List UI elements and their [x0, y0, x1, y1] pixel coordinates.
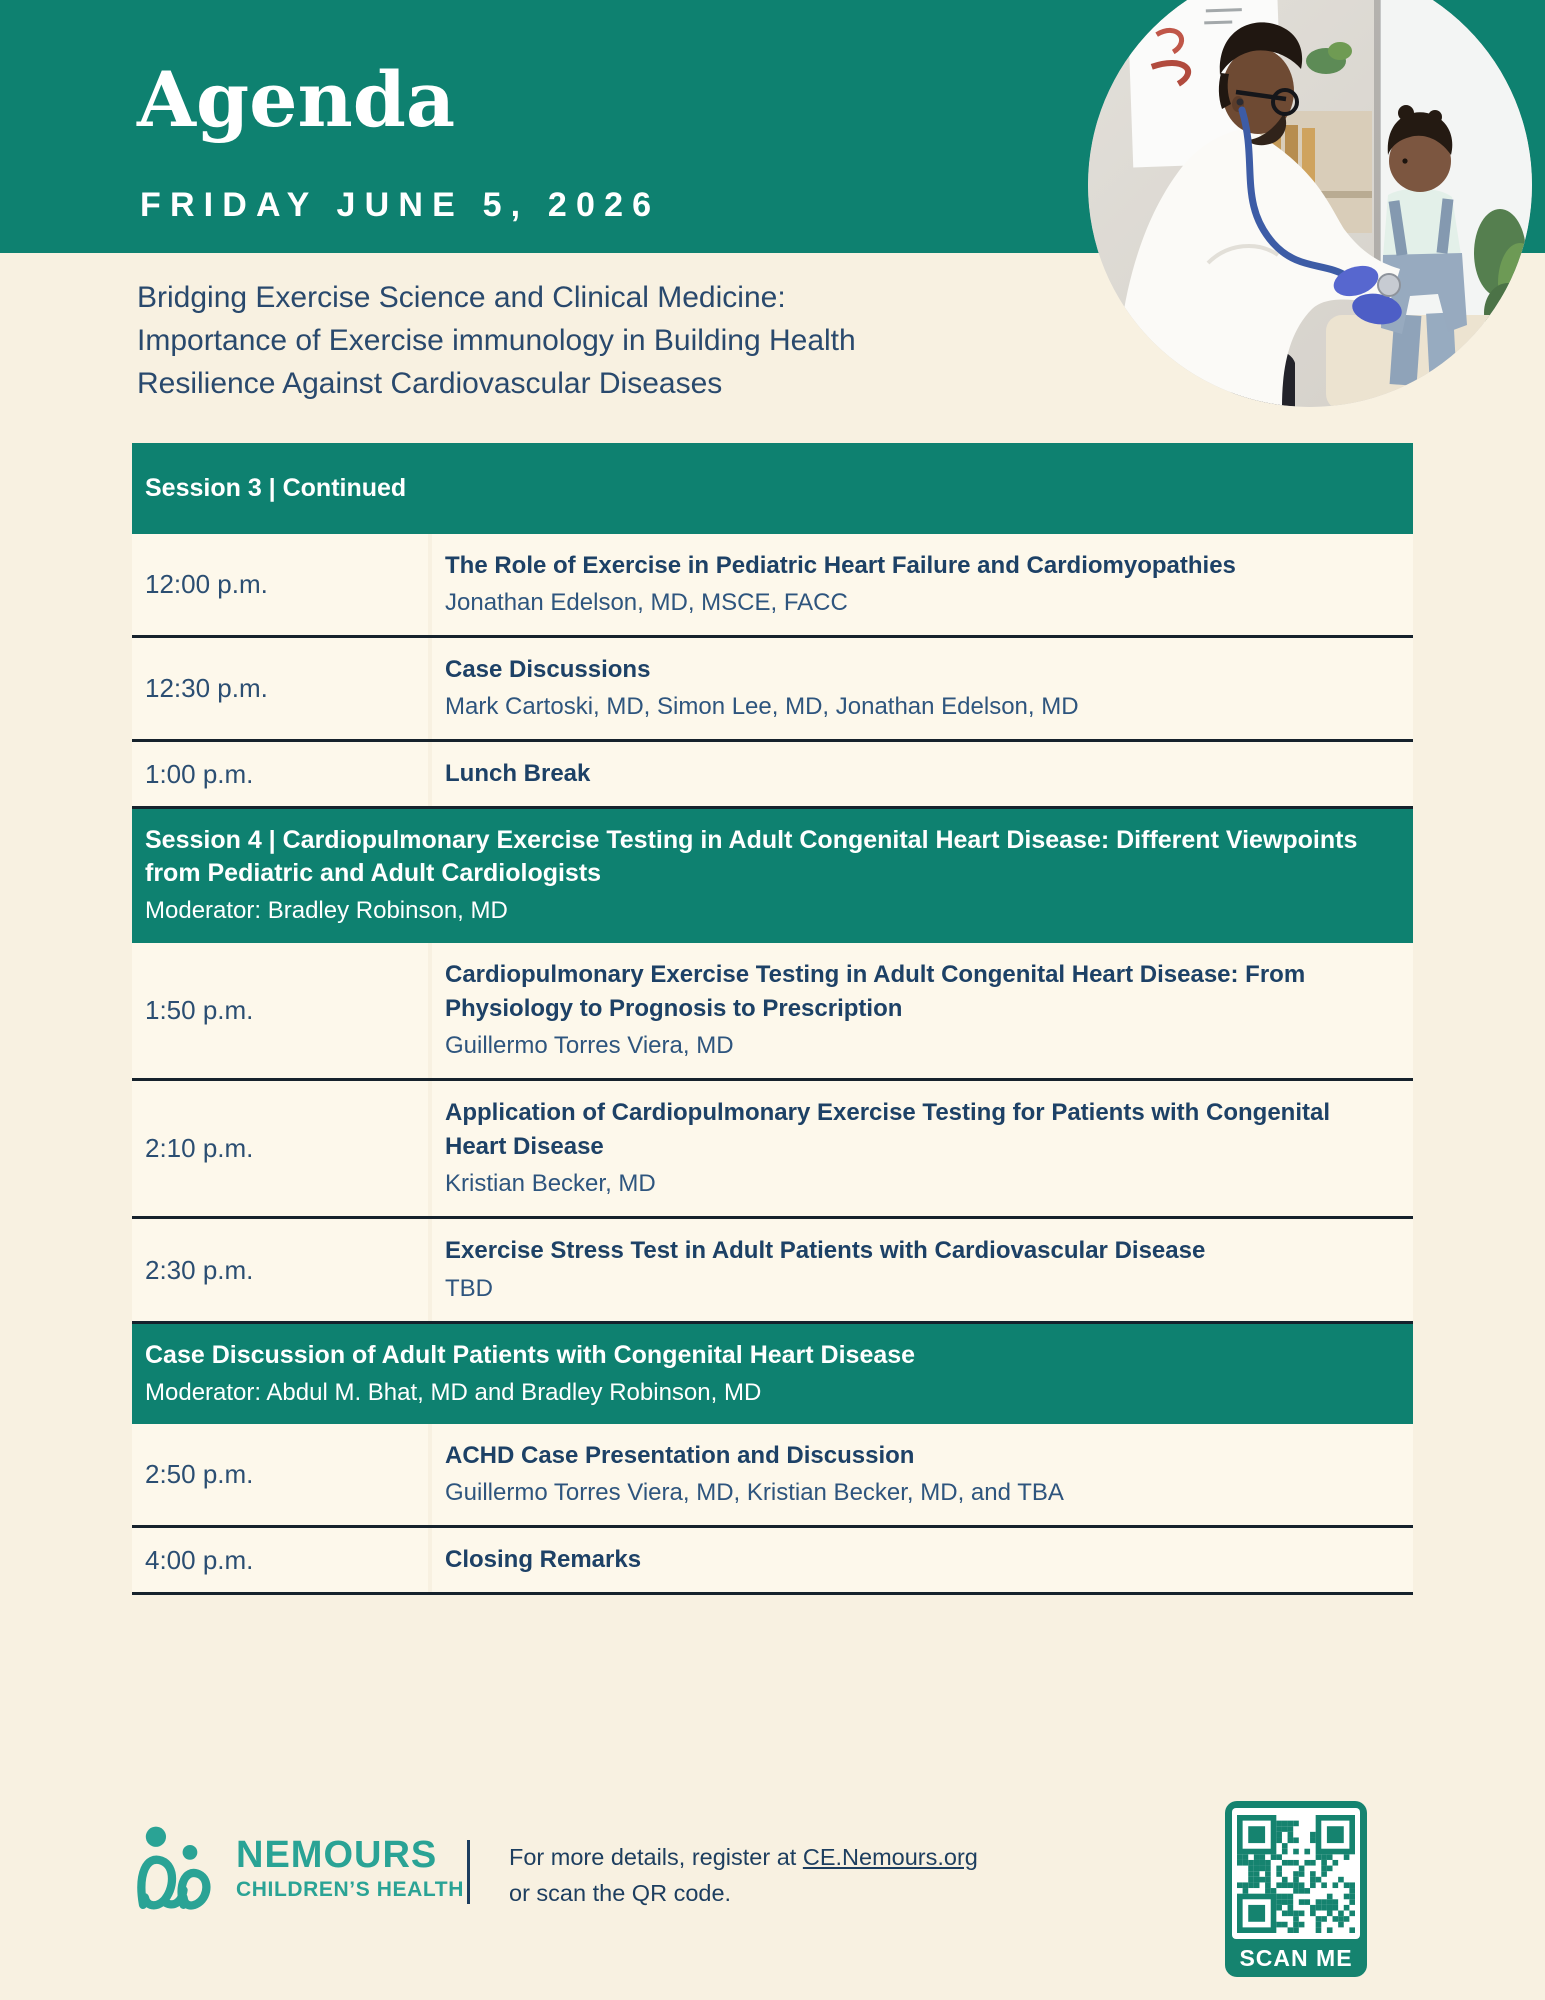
agenda-row-content [432, 742, 1413, 806]
footer-note-prefix: For more details, register at [509, 1844, 803, 1870]
agenda-row [132, 1424, 1413, 1528]
session-band-title: Session 3 | Continued [145, 474, 407, 502]
agenda-row-speakers: Kristian Becker, MD [445, 1170, 656, 1198]
session-band-moderator: Moderator: Bradley Robinson, MD [145, 897, 508, 925]
qr-code-card [1225, 1801, 1367, 1977]
session-band-moderator: Moderator: Abdul M. Bhat, MD and Bradley Robinson, MD [145, 1378, 762, 1406]
nemours-wordmark [236, 1836, 464, 1900]
session-band-title: Case Discussion of Adult Patients with Congenital Heart Disease [145, 1340, 916, 1369]
agenda-row [132, 1081, 1413, 1219]
agenda-row-title: Case Discussions [445, 656, 651, 684]
nemours-logo [132, 1822, 464, 1914]
event-subtitle-line: Resilience Against Cardiovascular Diseases [137, 367, 723, 401]
hero-photo-illustration [1088, 0, 1532, 407]
qr-code-pattern [1237, 1815, 1355, 1933]
agenda-row [132, 742, 1413, 809]
nemours-logo-mark-icon [132, 1822, 224, 1914]
agenda-row-speakers: Mark Cartoski, MD, Simon Lee, MD, Jonathan Edelson, MD [445, 693, 1079, 721]
agenda-row-title: Lunch Break [445, 760, 591, 788]
agenda-row-title: Application of Cardiopulmonary Exercise Testing for Patients with Congenital Heart Disease [445, 1099, 1330, 1161]
agenda-row-speakers: Guillermo Torres Viera, MD, Kristian Becker, MD, and TBA [445, 1479, 1064, 1507]
session-band [132, 1324, 1413, 1425]
agenda-row [132, 1528, 1413, 1595]
agenda-row-content [432, 943, 1413, 1078]
footer-divider [467, 1840, 470, 1904]
session-band-title: Session 4 | Cardiopulmonary Exercise Testing in Adult Congenital Heart Disease: Different Viewpoints from Pediatric and Adult Cardiologists [145, 826, 1358, 888]
agenda-row-title: Exercise Stress Test in Adult Patients with Cardiovascular Disease [445, 1237, 1206, 1265]
hero-photo [1088, 0, 1532, 407]
agenda-row-content [432, 638, 1413, 739]
session-band [132, 809, 1413, 943]
agenda-row-title: Cardiopulmonary Exercise Testing in Adult Congenital Heart Disease: From Physiology to Prognosis to Prescription [445, 960, 1306, 1023]
agenda-row-content [432, 1424, 1413, 1525]
page-title: Agenda [137, 55, 456, 144]
qr-scan-me-label: SCAN ME [1239, 1944, 1353, 1971]
agenda-row-time: 4:00 p.m. [132, 1528, 428, 1592]
agenda-row-content [432, 1528, 1413, 1592]
session-band [132, 443, 1413, 534]
agenda-row-speakers: Guillermo Torres Viera, MD [445, 1032, 734, 1060]
agenda-row-content [432, 1081, 1413, 1216]
agenda-row-time: 2:50 p.m. [132, 1424, 428, 1525]
agenda-row-time: 2:30 p.m. [132, 1219, 428, 1320]
agenda-table [132, 443, 1413, 1595]
agenda-row-content [432, 1219, 1413, 1320]
agenda-row-time: 1:00 p.m. [132, 742, 428, 806]
agenda-row-speakers: Jonathan Edelson, MD, MSCE, FACC [445, 589, 848, 617]
agenda-row-time: 1:50 p.m. [132, 943, 428, 1078]
registration-link[interactable]: CE.Nemours.org [802, 1844, 978, 1870]
footer-note [509, 1839, 978, 1912]
agenda-row-time: 12:30 p.m. [132, 638, 428, 739]
agenda-row-content [432, 534, 1413, 635]
agenda-row [132, 534, 1413, 638]
agenda-row-time: 12:00 p.m. [132, 534, 428, 635]
event-subtitle-line: Bridging Exercise Science and Clinical Medicine: [137, 281, 786, 314]
agenda-row-title: ACHD Case Presentation and Discussion [445, 1442, 915, 1470]
agenda-row-time: 2:10 p.m. [132, 1081, 428, 1216]
event-subtitle-line: Importance of Exercise immunology in Building Health [137, 324, 856, 358]
agenda-row [132, 1219, 1413, 1323]
event-date: FRIDAY JUNE 5, 2026 [140, 186, 661, 224]
qr-code [1232, 1808, 1360, 1939]
nemours-wordmark-line1: NEMOURS [236, 1834, 438, 1876]
agenda-row-speakers: TBD [445, 1274, 493, 1302]
agenda-row [132, 638, 1413, 742]
nemours-wordmark-line2: CHILDREN’S HEALTH [236, 1878, 464, 1901]
footer-note-line2: or scan the QR code. [509, 1880, 732, 1907]
agenda-row-title: The Role of Exercise in Pediatric Heart Failure and Cardiomyopathies [445, 552, 1236, 579]
agenda-row [132, 943, 1413, 1081]
event-subtitle [137, 276, 1057, 406]
agenda-row-title: Closing Remarks [445, 1546, 642, 1574]
